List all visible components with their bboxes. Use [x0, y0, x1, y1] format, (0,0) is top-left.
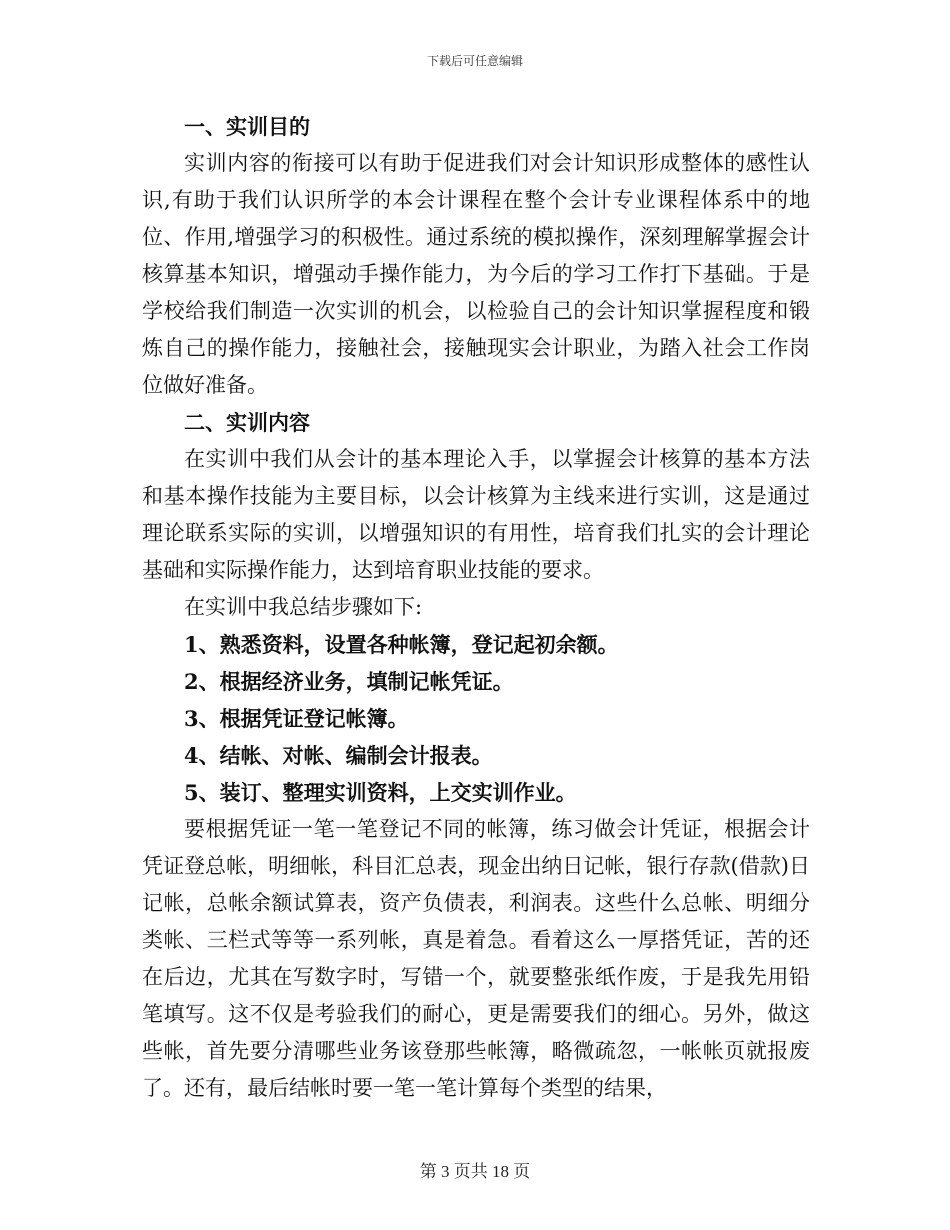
step-item: 4、结帐、对帐、编制会计报表。: [184, 743, 493, 768]
steps-intro: 在实训中我总结步骤如下:: [184, 595, 423, 619]
paragraph-content: 在实训中我们从会计的基本理论入手，以掌握会计核算的基本方法和基本操作技能为主要目标，以会计核算为主线来进行实训，这是通过理论联系实际的实训，以增强知识的有用性，培育我们扎实的会计理论基础和实际操作能力，达到培育职业技能的要求。: [142, 447, 810, 582]
paragraph-purpose: 实训内容的衔接可以有助于促进我们对会计知识形成整体的感性认识,有助于我们认识所学的本会计课程在整个会计专业课程体系中的地位、作用,增强学习的积极性。通过系统的模拟操作，深刻理解掌握会计核算基本知识，增强动手操作能力，为今后的学习工作打下基础。于是学校给我们制造一次实训的机会，以检验自己的会计知识掌握程度和锻炼自己的操作能力，接触社会，接触现实会计职业，为踏入社会工作岗位做好准备。: [142, 151, 810, 397]
document-body: [142, 108, 810, 1107]
paragraph-closing: 要根据凭证一笔一笔登记不同的帐簿，练习做会计凭证，根据会计凭证登总帐，明细帐，科目汇总表，现金出纳日记帐，银行存款(借款)日记帐，总帐余额试算表，资产负债表，利润表。这些什么总帐、明细分类帐、三栏式等等一系列帐，真是着急。看着这么一厚搭凭证，苦的还在后边，尤其在写数字时，写错一个，就要整张纸作废，于是我先用铅笔填写。这不仅是考验我们的耐心，更是需要我们的细心。另外，做这些帐，首先要分清哪些业务该登那些帐簿，略微疏忽，一帐帐页就报废了。还有，最后结帐时要一笔一笔计算每个类型的结果，: [142, 817, 810, 1100]
step-item: 5、装订、整理实训资料，上交实训作业。: [184, 780, 577, 805]
step-item: 2、根据经济业务，填制记帐凭证。: [184, 669, 514, 694]
step-item: 1、熟悉资料，设置各种帐簿，登记起初余额。: [184, 632, 619, 657]
page-header: 下载后可任意编辑: [426, 54, 523, 68]
step-item: 3、根据凭证登记帐簿。: [184, 706, 409, 731]
section-heading-purpose: 一、实训目的: [184, 114, 310, 139]
page-number-footer: 第 3 页共 18 页: [419, 1162, 531, 1181]
section-heading-content: 二、实训内容: [184, 410, 310, 435]
